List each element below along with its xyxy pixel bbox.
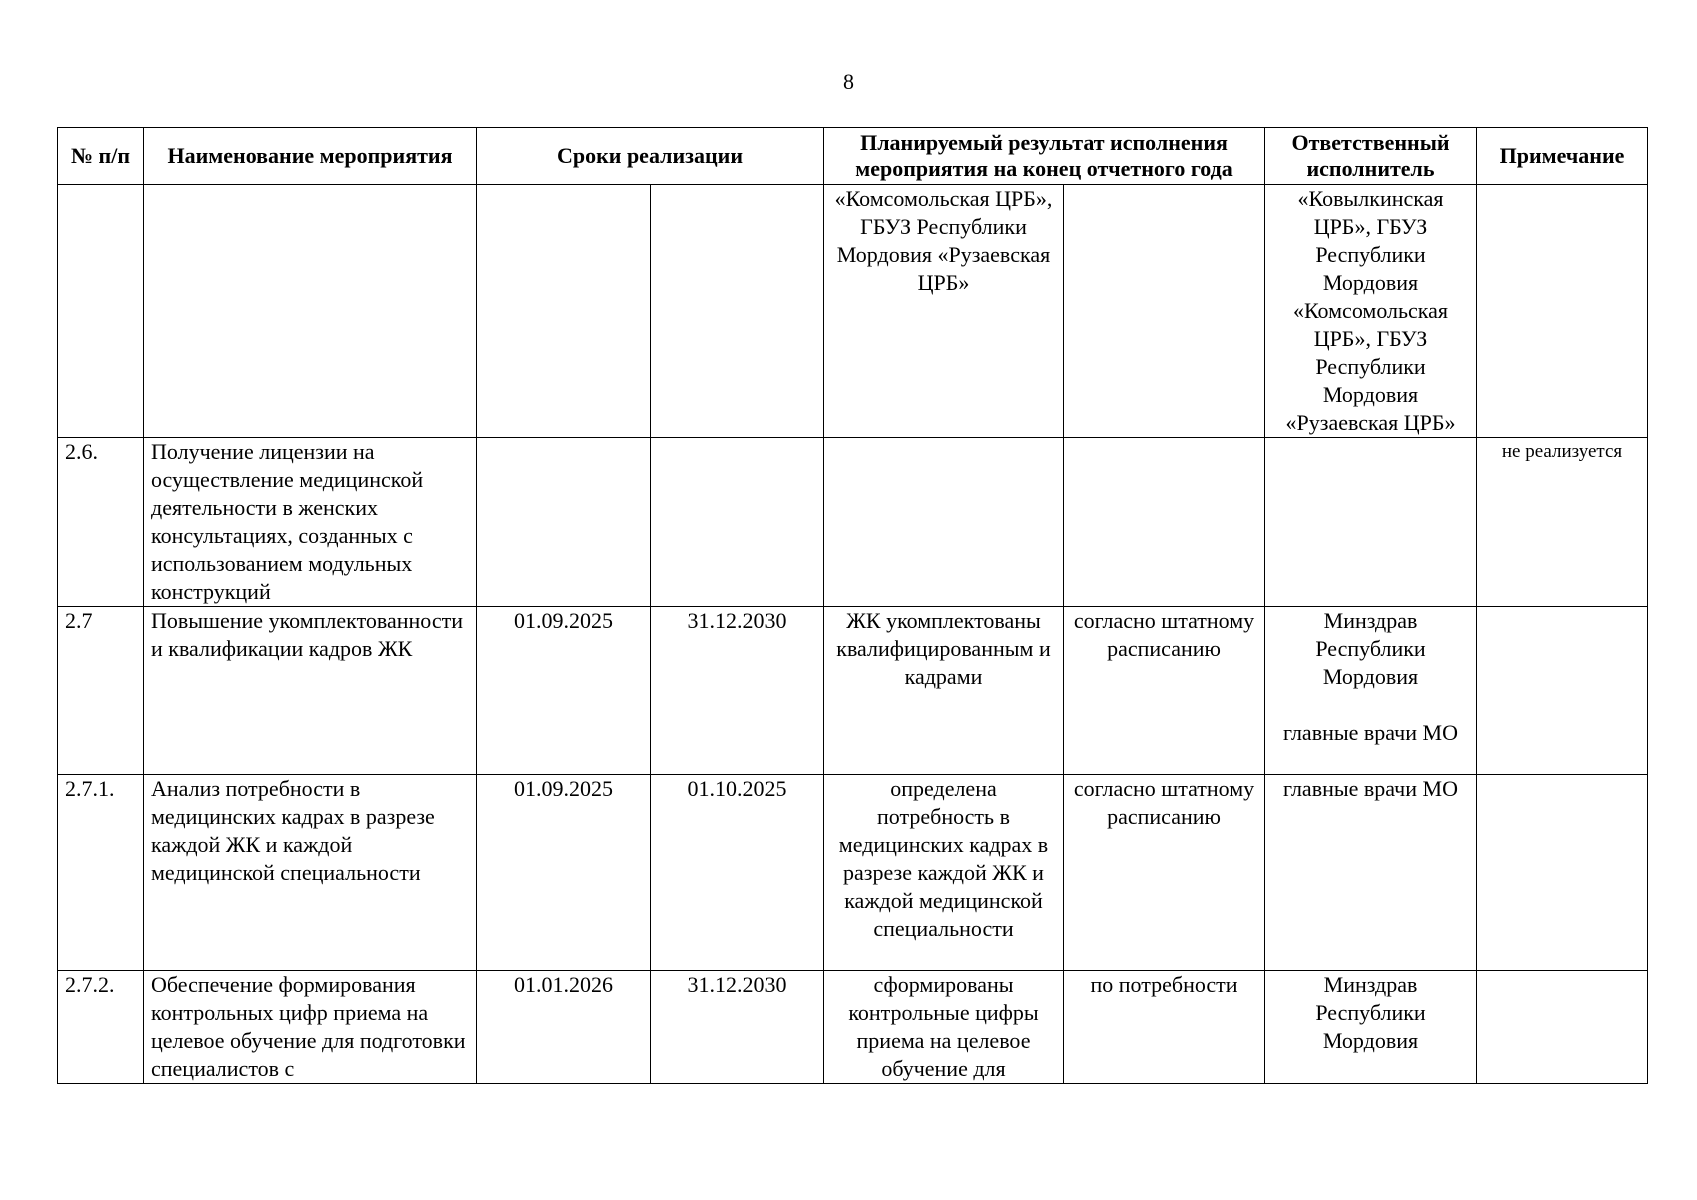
- cell-name: Получение лицензии на осуществление медицинской деятельности в женских консультациях, созданных с использованием модульных конструкций: [144, 438, 477, 607]
- cell-num: 2.7.1.: [58, 775, 144, 971]
- cell-basis: по потребности: [1064, 971, 1265, 1084]
- cell-note: [1477, 607, 1648, 775]
- cell-result: определена потребность в медицинских кадрах в разрезе каждой ЖК и каждой медицинской специальности: [824, 775, 1064, 971]
- header-num: № п/п: [58, 128, 144, 185]
- cell-responsible: «Ковылкинская ЦРБ», ГБУЗ Республики Мордовия «Комсомольская ЦРБ», ГБУЗ Республики Мордовия «Рузаевская ЦРБ»: [1265, 185, 1477, 438]
- measures-table: [57, 127, 1648, 1084]
- header-responsible: Ответственный исполнитель: [1265, 128, 1477, 185]
- cell-start: [477, 185, 651, 438]
- cell-start: 01.01.2026: [477, 971, 651, 1084]
- cell-name: Обеспечение формирования контрольных цифр приема на целевое обучение для подготовки специалистов с: [144, 971, 477, 1084]
- cell-basis: [1064, 438, 1265, 607]
- cell-basis: согласно штатному расписанию: [1064, 775, 1265, 971]
- table-row: [58, 971, 1648, 1084]
- cell-end: [651, 185, 824, 438]
- table-row: [58, 438, 1648, 607]
- cell-basis: [1064, 185, 1265, 438]
- header-dates: Сроки реализации: [477, 128, 824, 185]
- cell-basis: согласно штатному расписанию: [1064, 607, 1265, 775]
- cell-result: ЖК укомплектованы квалифицированным и кадрами: [824, 607, 1064, 775]
- cell-name: [144, 185, 477, 438]
- cell-note: [1477, 775, 1648, 971]
- page-number: 8: [843, 69, 854, 94]
- cell-start: 01.09.2025: [477, 607, 651, 775]
- cell-end: 31.12.2030: [651, 607, 824, 775]
- table-row: [58, 775, 1648, 971]
- cell-num: 2.6.: [58, 438, 144, 607]
- cell-num: 2.7: [58, 607, 144, 775]
- cell-end: 31.12.2030: [651, 971, 824, 1084]
- cell-start: [477, 438, 651, 607]
- cell-responsible: [1265, 438, 1477, 607]
- header-name: Наименование мероприятия: [144, 128, 477, 185]
- cell-note: [1477, 185, 1648, 438]
- cell-note: [1477, 971, 1648, 1084]
- cell-responsible: главные врачи МО: [1265, 775, 1477, 971]
- cell-name: Анализ потребности в медицинских кадрах в разрезе каждой ЖК и каждой медицинской специальности: [144, 775, 477, 971]
- header-note: Примечание: [1477, 128, 1648, 185]
- table-row: [58, 607, 1648, 775]
- cell-num: 2.7.2.: [58, 971, 144, 1084]
- header-result: Планируемый результат исполнения мероприятия на конец отчетного года: [824, 128, 1265, 185]
- cell-responsible: Минздрав Республики Мордовия: [1265, 971, 1477, 1084]
- cell-note: не реализуется: [1477, 438, 1648, 607]
- cell-result: сформированы контрольные цифры приема на целевое обучение для: [824, 971, 1064, 1084]
- cell-responsible: Минздрав Республики Мордовия главные врачи МО: [1265, 607, 1477, 775]
- cell-result: «Комсомольская ЦРБ», ГБУЗ Республики Мордовия «Рузаевская ЦРБ»: [824, 185, 1064, 438]
- cell-end: [651, 438, 824, 607]
- cell-result: [824, 438, 1064, 607]
- cell-num: [58, 185, 144, 438]
- table-header-row: [58, 128, 1648, 185]
- table-row: [58, 185, 1648, 438]
- cell-start: 01.09.2025: [477, 775, 651, 971]
- cell-end: 01.10.2025: [651, 775, 824, 971]
- cell-name: Повышение укомплектованности и квалификации кадров ЖК: [144, 607, 477, 775]
